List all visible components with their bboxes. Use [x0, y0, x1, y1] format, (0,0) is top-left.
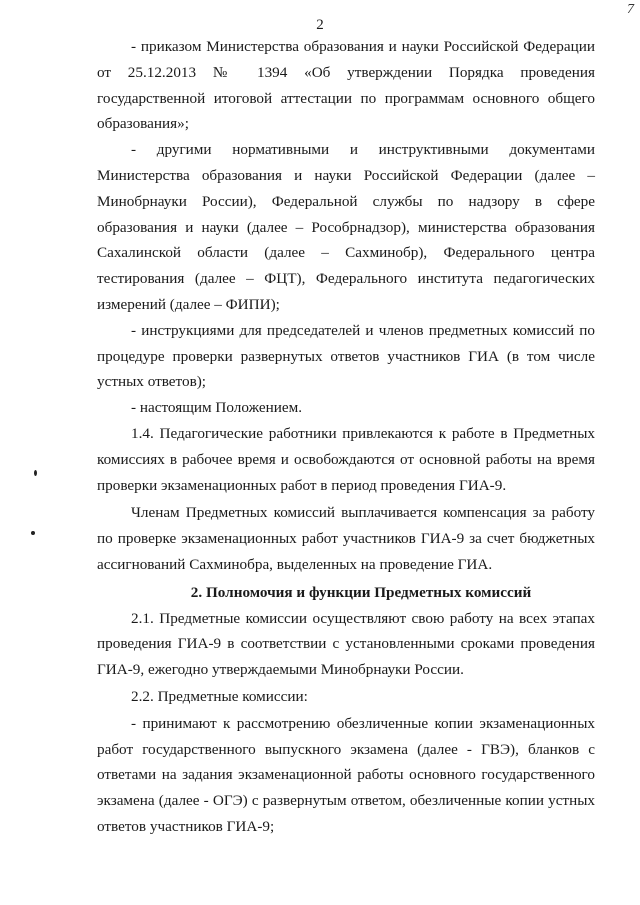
paragraph-2-1: 2.1. Предметные комиссии осуществляют свою работу на всех этапах проведения ГИА-9 в соответствии с установленными сроками проведения ГИА-9, ежегодно утверждаемыми Минобрнауки России.	[97, 609, 595, 679]
section-heading: 2. Полномочия и функции Предметных комиссий	[190, 583, 532, 601]
paragraph-compensation: Членам Предметных комиссий выплачивается компенсация за работу по проверке экзаменационных работ участников ГИА-9 за счет бюджетных ассигнований Сахминобра, выделенных на проведение ГИА.	[97, 504, 595, 573]
paragraph-regulation: - настоящим Положением.	[131, 399, 303, 417]
document-body	[97, 34, 595, 840]
paragraph-instructions: - инструкциями для председателей и членов предметных комиссий по процедуре проверки развернутых ответов участников ГИА (в том числе устных ответов);	[97, 321, 595, 391]
paragraph-order-reference: - приказом Министерства образования и науки Российской Федерации от 25.12.2013 № 1394 «Об утверждении Порядка проведения государственной итоговой аттестации по программам основного общего образования»;	[97, 38, 595, 133]
paragraph-2-2: 2.2. Предметные комиссии:	[131, 687, 308, 705]
scan-speck	[31, 531, 35, 535]
paragraph-accept-copies: - принимают к рассмотрению обезличенные копии экзаменационных работ государственного выпускного экзамена (далее - ГВЭ), бланков с ответами на задания экзаменационной работы основного государственного экзамена (далее - ОГЭ) с развернутым ответом, обезличенные копии устных ответов участников ГИА-9;	[97, 714, 595, 835]
scan-speck	[34, 470, 37, 476]
paragraph-1-4: 1.4. Педагогические работники привлекаются к работе в Предметных комиссиях в рабочее время и освобождаются от основной работы на время проверки экзаменационных работ в период проведения ГИА-9.	[97, 424, 595, 494]
corner-handwritten-mark: 7	[627, 2, 634, 17]
page-number: 2	[316, 17, 324, 33]
paragraph-normative-documents: - другими нормативными и инструктивными документами Министерства образования и науки Российской Федерации (далее – Минобрнауки России), Федеральной службы по надзору в сфере образования и науки (далее – Рособрнадзор), министерства образования Сахалинской области (далее – Сахминобр), Федерального центра тестирования (далее – ФЦТ), Федерального института педагогических измерений (далее – ФИПИ);	[97, 141, 595, 313]
